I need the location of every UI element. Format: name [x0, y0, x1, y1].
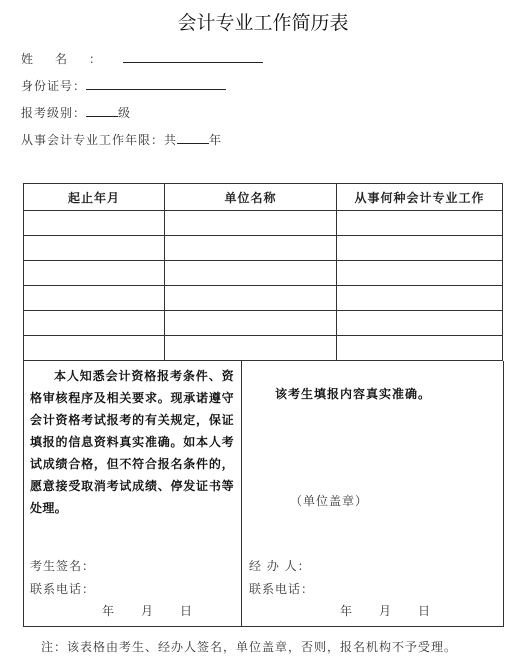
header-unit: 单位名称 — [165, 184, 337, 211]
table-cell[interactable] — [24, 311, 165, 336]
level-input-line[interactable] — [86, 104, 118, 117]
table-row — [24, 211, 503, 236]
section-divider — [241, 361, 242, 626]
table-row — [24, 336, 503, 361]
table-row — [24, 286, 503, 311]
years-suffix: 年 — [209, 133, 223, 147]
candidate-phone-label: 联系电话： — [30, 582, 96, 596]
handler-phone-label: 联系电话： — [249, 582, 315, 596]
table-cell[interactable] — [337, 236, 503, 261]
table-header-row — [24, 184, 503, 211]
table-cell[interactable] — [165, 336, 337, 361]
id-label: 身份证号： — [21, 79, 87, 93]
table-cell[interactable] — [165, 211, 337, 236]
table-cell[interactable] — [24, 261, 165, 286]
name-input-line[interactable] — [123, 50, 263, 63]
years-input-line[interactable] — [177, 131, 209, 144]
table-cell[interactable] — [165, 261, 337, 286]
footnote: 注：该表格由考生、经办人签名，单位盖章，否则，报名机构不予受理。 — [41, 640, 458, 654]
unit-seal-label: （单位盖章） — [290, 494, 369, 508]
table-cell[interactable] — [24, 336, 165, 361]
level-row — [21, 104, 131, 121]
header-period: 起止年月 — [24, 184, 165, 211]
table-row — [24, 311, 503, 336]
id-input-line[interactable] — [86, 77, 226, 90]
candidate-date: 年 月 日 — [102, 604, 194, 618]
table-cell[interactable] — [337, 311, 503, 336]
header-work: 从事何种会计专业工作 — [337, 184, 503, 211]
table-row — [24, 261, 503, 286]
unit-confirmation: 该考生填报内容真实准确。 — [275, 387, 432, 401]
table-cell[interactable] — [165, 311, 337, 336]
level-suffix: 级 — [118, 106, 132, 120]
candidate-sign-label: 考生签名： — [30, 559, 96, 573]
name-row — [21, 50, 263, 67]
declaration-section — [23, 361, 504, 627]
level-label: 报考级别： — [21, 106, 87, 120]
table-cell[interactable] — [337, 211, 503, 236]
table-cell[interactable] — [337, 261, 503, 286]
candidate-declaration: 本人知悉会计资格报考条件、资格审核程序及相关要求。现承诺遵守会计资格考试报考的有关规定，保证填报的信息资料真实准确。如本人考试成绩合格，但不符合报名条件的，愿意接受取消考试成绩、停发证书等处理。 — [30, 369, 234, 515]
name-label: 姓名： — [21, 52, 124, 66]
table-cell[interactable] — [165, 236, 337, 261]
table-cell[interactable] — [24, 236, 165, 261]
form-title: 会计专业工作简历表 — [177, 12, 349, 34]
years-label: 从事会计专业工作年限：共 — [21, 133, 178, 147]
handler-date: 年 月 日 — [340, 604, 432, 618]
id-row — [21, 77, 226, 94]
work-history-table — [23, 183, 503, 361]
handler-sign-label: 经 办 人： — [249, 559, 311, 573]
table-cell[interactable] — [24, 211, 165, 236]
table-cell[interactable] — [337, 286, 503, 311]
table-cell[interactable] — [24, 286, 165, 311]
table-row — [24, 236, 503, 261]
table-cell[interactable] — [337, 336, 503, 361]
years-row — [21, 131, 222, 148]
table-cell[interactable] — [165, 286, 337, 311]
